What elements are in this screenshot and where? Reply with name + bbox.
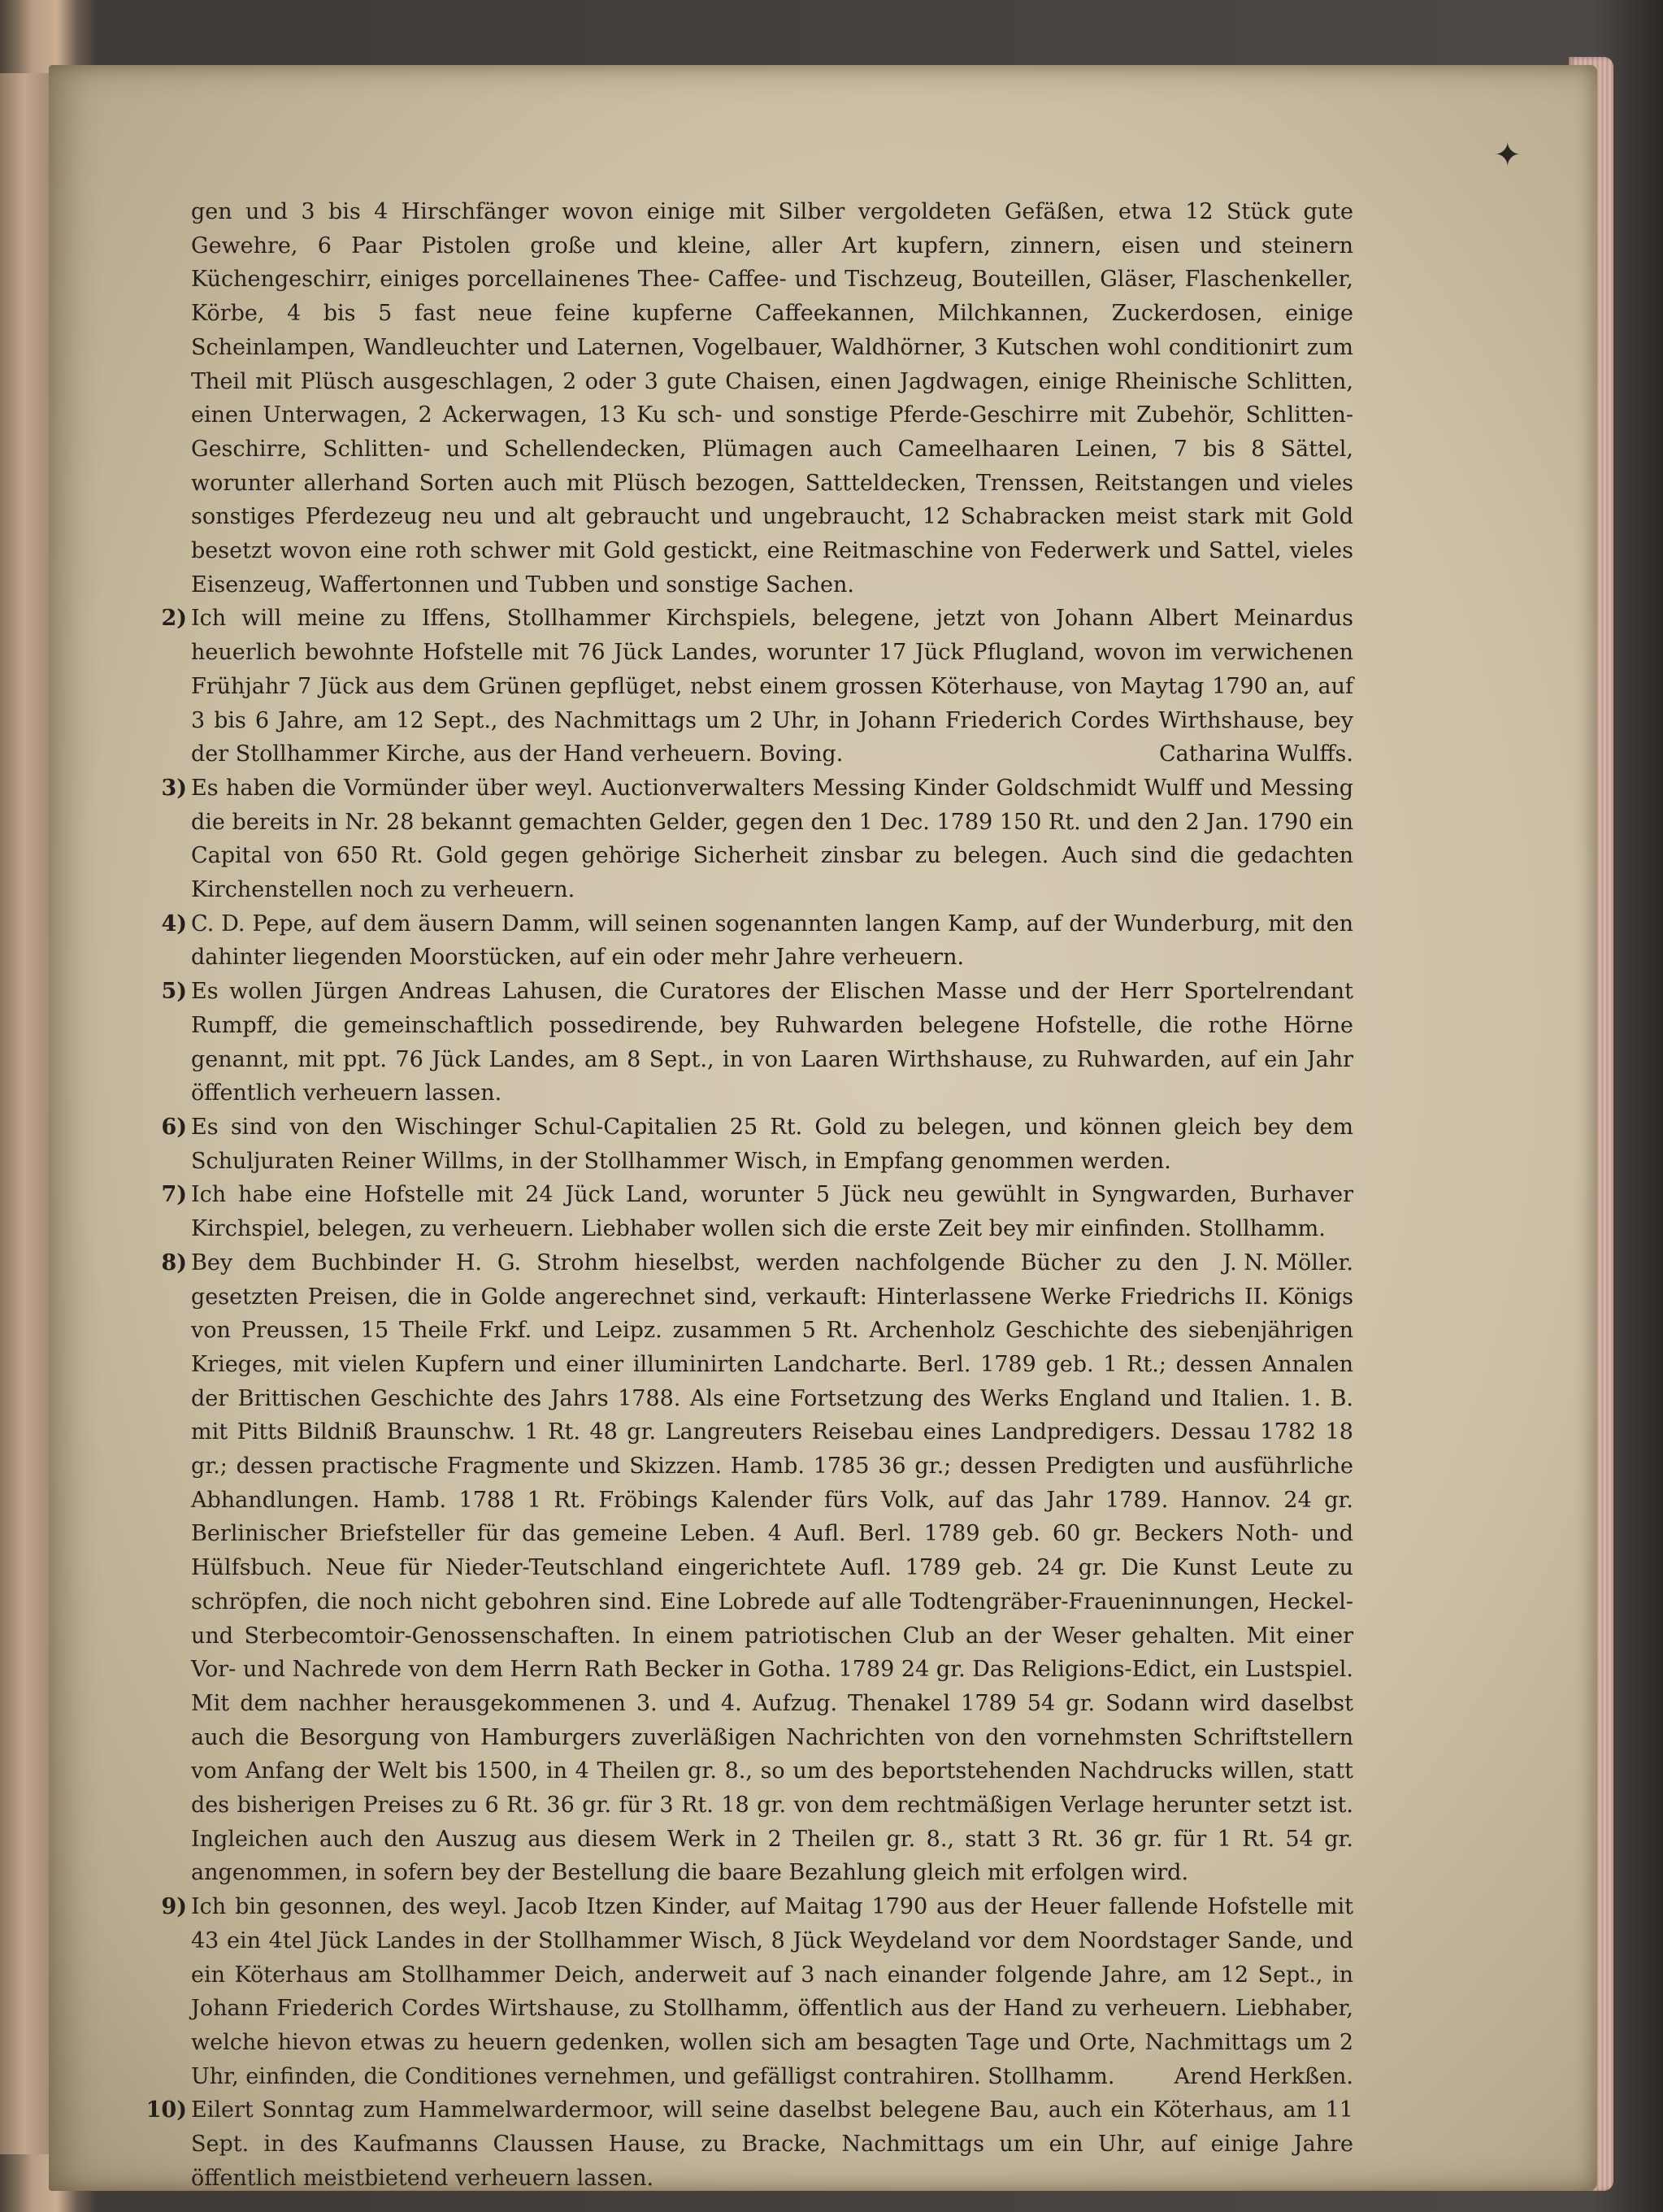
entry-number: 8) <box>161 1249 187 1275</box>
entry-number: 9) <box>161 1894 187 1920</box>
left-page-edge <box>0 73 50 2154</box>
entry-signature: Arend Herkßen. <box>1174 2063 1353 2089</box>
entry-text: Es sind von den Wischinger Schul-Capitalien 25 Rt. Gold zu belegen, und können gleich bey dem Schuljuraten Reiner Willms, in der Stollhammer Wisch, in Empfang genommen werden. <box>191 1114 1353 1174</box>
entry-7 <box>161 1178 1353 1275</box>
entry-text: Es haben die Vormünder über weyl. Auctionverwalters Messing Kinder Goldschmidt Wulff und Messing die bereits in Nr. 28 bekannt gemachten Gelder, gegen den 1 Dec. 1789 150 Rt. und den 2 Jan. 1790 ein Capital von 650 Rt. Gold gegen gehörige Sicherheit zinsbar zu belegen. Auch sind die gedachten Kirchenstellen noch zu verheuern. <box>191 775 1353 903</box>
entry-number: 4) <box>161 910 187 937</box>
entry-8 <box>161 1246 1353 1890</box>
entry-number: 6) <box>161 1114 187 1140</box>
entry-number: 2) <box>161 606 187 632</box>
entry-text: Bey dem Buchbinder H. G. Strohm hieselbst, werden nachfolgende Bücher zu den gesetzten Preisen, die in Golde angerechnet sind, verkauft: Hinterlassene Werke Friedrichs II. Königs von Preussen, 15 Theile Frkf. und Leipz. zusammen 5 Rt. Archenholz Geschichte des siebenjährigen Krieges, mit vielen Kupfern und einer illuminirten Landcharte. Berl. 1789 geb. 1 Rt.; dessen Annalen der Brittischen Geschichte des Jahrs 1788. Als eine Fortsetzung des Werks England und Italien. 1. B. mit Pitts Bildniß Braunschw. 1 Rt. 48 gr. Langreuters Reisebau eines Landpredigers. Dessau 1782 18 gr.; dessen practische Fragmente und Skizzen. Hamb. 1785 36 gr.; dessen Predigten und ausführliche Abhandlungen. Hamb. 1788 1 Rt. Fröbings Kalender fürs Volk, auf das Jahr 1789. Hannov. 24 gr. Berlinischer Briefsteller für das gemeine Leben. 4 Aufl. Berl. 1789 geb. 60 gr. Beckers Noth- und Hülfsbuch. Neue für Nieder-Teutschland eingerichtete Aufl. 1789 geb. 24 gr. Die Kunst Leute zu schröpfen, die noch nicht gebohren sind. Eine Lobrede auf alle Todtengräber-Fraueninnungen, Heckel- und Sterbecomtoir-Genossenschaften. In einem patriotischen Club an der Weser gehalten. Mit einer Vor- und Nachrede von dem Herrn Rath Becker in Gotha. 1789 24 gr. Das Religions-Edict, ein Lustspiel. Mit dem nachher herausgekommenen 3. und 4. Aufzug. Thenakel 1789 54 gr. Sodann wird daselbst auch die Besorgung von Hamburgers zuverläßigen Nachrichten von den vornehmsten Schriftstellern vom Anfang der Welt bis 1500, in 4 Theilen gr. 8., so um des beportstehenden Nachdrucks willen, statt des bisherigen Preises zu 6 Rt. 36 gr. für 3 Rt. 18 gr. von dem rechtmäßigen Verlage herunter setzt ist. Ingleichen auch den Auszug aus diesem Werk in 2 Theilen gr. 8., statt 3 Rt. 36 gr. für 1 Rt. 54 gr. angenommen, in sofern bey der Bestellung die baare Bezahlung gleich mit erfolgen wird. <box>191 1249 1353 1886</box>
lead-paragraph: gen und 3 bis 4 Hirschfänger wovon einige mit Silber vergoldeten Gefäßen, etwa 12 Stück gute Gewehre, 6 Paar Pistolen große und kleine, aller Art kupfern, zinnern, eisen und steinern Küchengeschirr, einiges porcellainenes Thee- Caffee- und Tischzeug, Bouteillen, Gläser, Flaschenkeller, Körbe, 4 bis 5 fast neue feine kupferne Caffeekannen, Milchkannen, Zuckerdosen, einige Scheinlampen, Wandleuchter und Laternen, Vogelbauer, Waldhörner, 3 Kutschen wohl conditionirt zum Theil mit Plüsch ausgeschlagen, 2 oder 3 gute Chaisen, einen Jagdwagen, einige Rheinische Schlitten, einen Unterwagen, 2 Ackerwagen, 13 Ku sch- und sonstige Pferde-Geschirre mit Zubehör, Schlitten-Geschirre, Schlitten- und Schellendecken, Plümagen auch Cameelhaaren Leinen, 7 bis 8 Sättel, worunter allerhand Sorten auch mit Plüsch bezogen, Sattteldecken, Trenssen, Reitstangen und vieles sonstiges Pferdezeug neu und alt gebraucht und ungebraucht, 12 Schabracken meist stark mit Gold besetzt wovon eine roth schwer mit Gold gestickt, eine Reitmaschine von Federwerk und Sattel, vieles Eisenzeug, Waffertonnen und Tubben und sonstige Sachen. <box>191 199 1353 598</box>
entry-6 <box>161 1110 1353 1178</box>
entry-signature: Catharina Wulffs. <box>1158 741 1353 767</box>
entry-signature: J. N. Möller. <box>1222 1249 1353 1275</box>
entry-number: 10) <box>145 2097 187 2123</box>
entry-4 <box>161 907 1353 975</box>
entry-text: Eilert Sonntag zum Hammelwardermoor, will seine daselbst belegene Bau, auch ein Köterhaus, am 11 Sept. in des Kaufmanns Claussen Hause, zu Bracke, Nachmittags um ein Uhr, auf einige Jahre öffentlich meistbietend verheuern lassen. <box>191 2097 1353 2191</box>
ornament-icon: ✦ <box>1494 137 1522 174</box>
entry-number: 7) <box>161 1182 187 1208</box>
entry-3 <box>161 771 1353 907</box>
entry-text: Ich habe eine Hofstelle mit 24 Jück Land, worunter 5 Jück neu gewühlt in Syngwarden, Burhaver Kirchspiel, belegen, zu verheuern. Liebhaber wollen sich die erste Zeit bey mir einfinden. Stollhamm. <box>191 1182 1353 1242</box>
entry-number: 3) <box>161 775 187 801</box>
entry-5 <box>161 975 1353 1110</box>
entry-2 <box>161 602 1353 771</box>
entry-10 <box>145 2093 1353 2195</box>
entry-text: C. D. Pepe, auf dem äusern Damm, will seinen sogenannten langen Kamp, auf der Wunderburg, mit den dahinter liegenden Moorstücken, auf ein oder mehr Jahre verheuern. <box>191 910 1353 971</box>
document-text <box>145 195 1353 2195</box>
entry-text: Es wollen Jürgen Andreas Lahusen, die Curatores der Elischen Masse und der Herr Sportelrendant Rumpff, die gemeinschaftlich possedirende, bey Ruhwarden belegene Hofstelle, die rothe Hörne genannt, mit ppt. 76 Jück Landes, am 8 Sept., in von Laaren Wirthshause, zu Ruhwarden, auf ein Jahr öffentlich verheuern lassen. <box>191 979 1353 1106</box>
entry-text: Ich will meine zu Iffens, Stollhammer Kirchspiels, belegene, jetzt von Johann Albert Meinardus heuerlich bewohnte Hofstelle mit 76 Jück Landes, worunter 17 Jück Pflugland, wovon im verwichenen Frühjahr 7 Jück aus dem Grünen gepflüget, nebst einem grossen Köterhause, von Maytag 1790 an, auf 3 bis 6 Jahre, am 12 Sept., des Nachmittags um 2 Uhr, in Johann Friederich Cordes Wirthshause, bey der Stollhammer Kirche, aus der Hand verheuern. Boving. <box>191 606 1353 767</box>
entry-9 <box>161 1890 1353 2093</box>
entry-text: Ich bin gesonnen, des weyl. Jacob Itzen Kinder, auf Maitag 1790 aus der Heuer fallende Hofstelle mit 43 ein 4tel Jück Landes in der Stollhammer Wisch, 8 Jück Weydeland vor dem Noordstager Sande, und ein Köterhaus am Stollhammer Deich, anderweit auf 3 nach einander folgende Jahre, am 12 Sept., in Johann Friederich Cordes Wirtshause, zu Stollhamm, öffentlich aus der Hand zu verheuern. Liebhaber, welche hievon etwas zu heuern gedenken, wollen sich am besagten Tage und Orte, Nachmittags um 2 Uhr, einfinden, die Conditiones vernehmen, und gefälligst contrahiren. Stollhamm. <box>191 1894 1353 2089</box>
entry-number: 5) <box>161 979 187 1005</box>
